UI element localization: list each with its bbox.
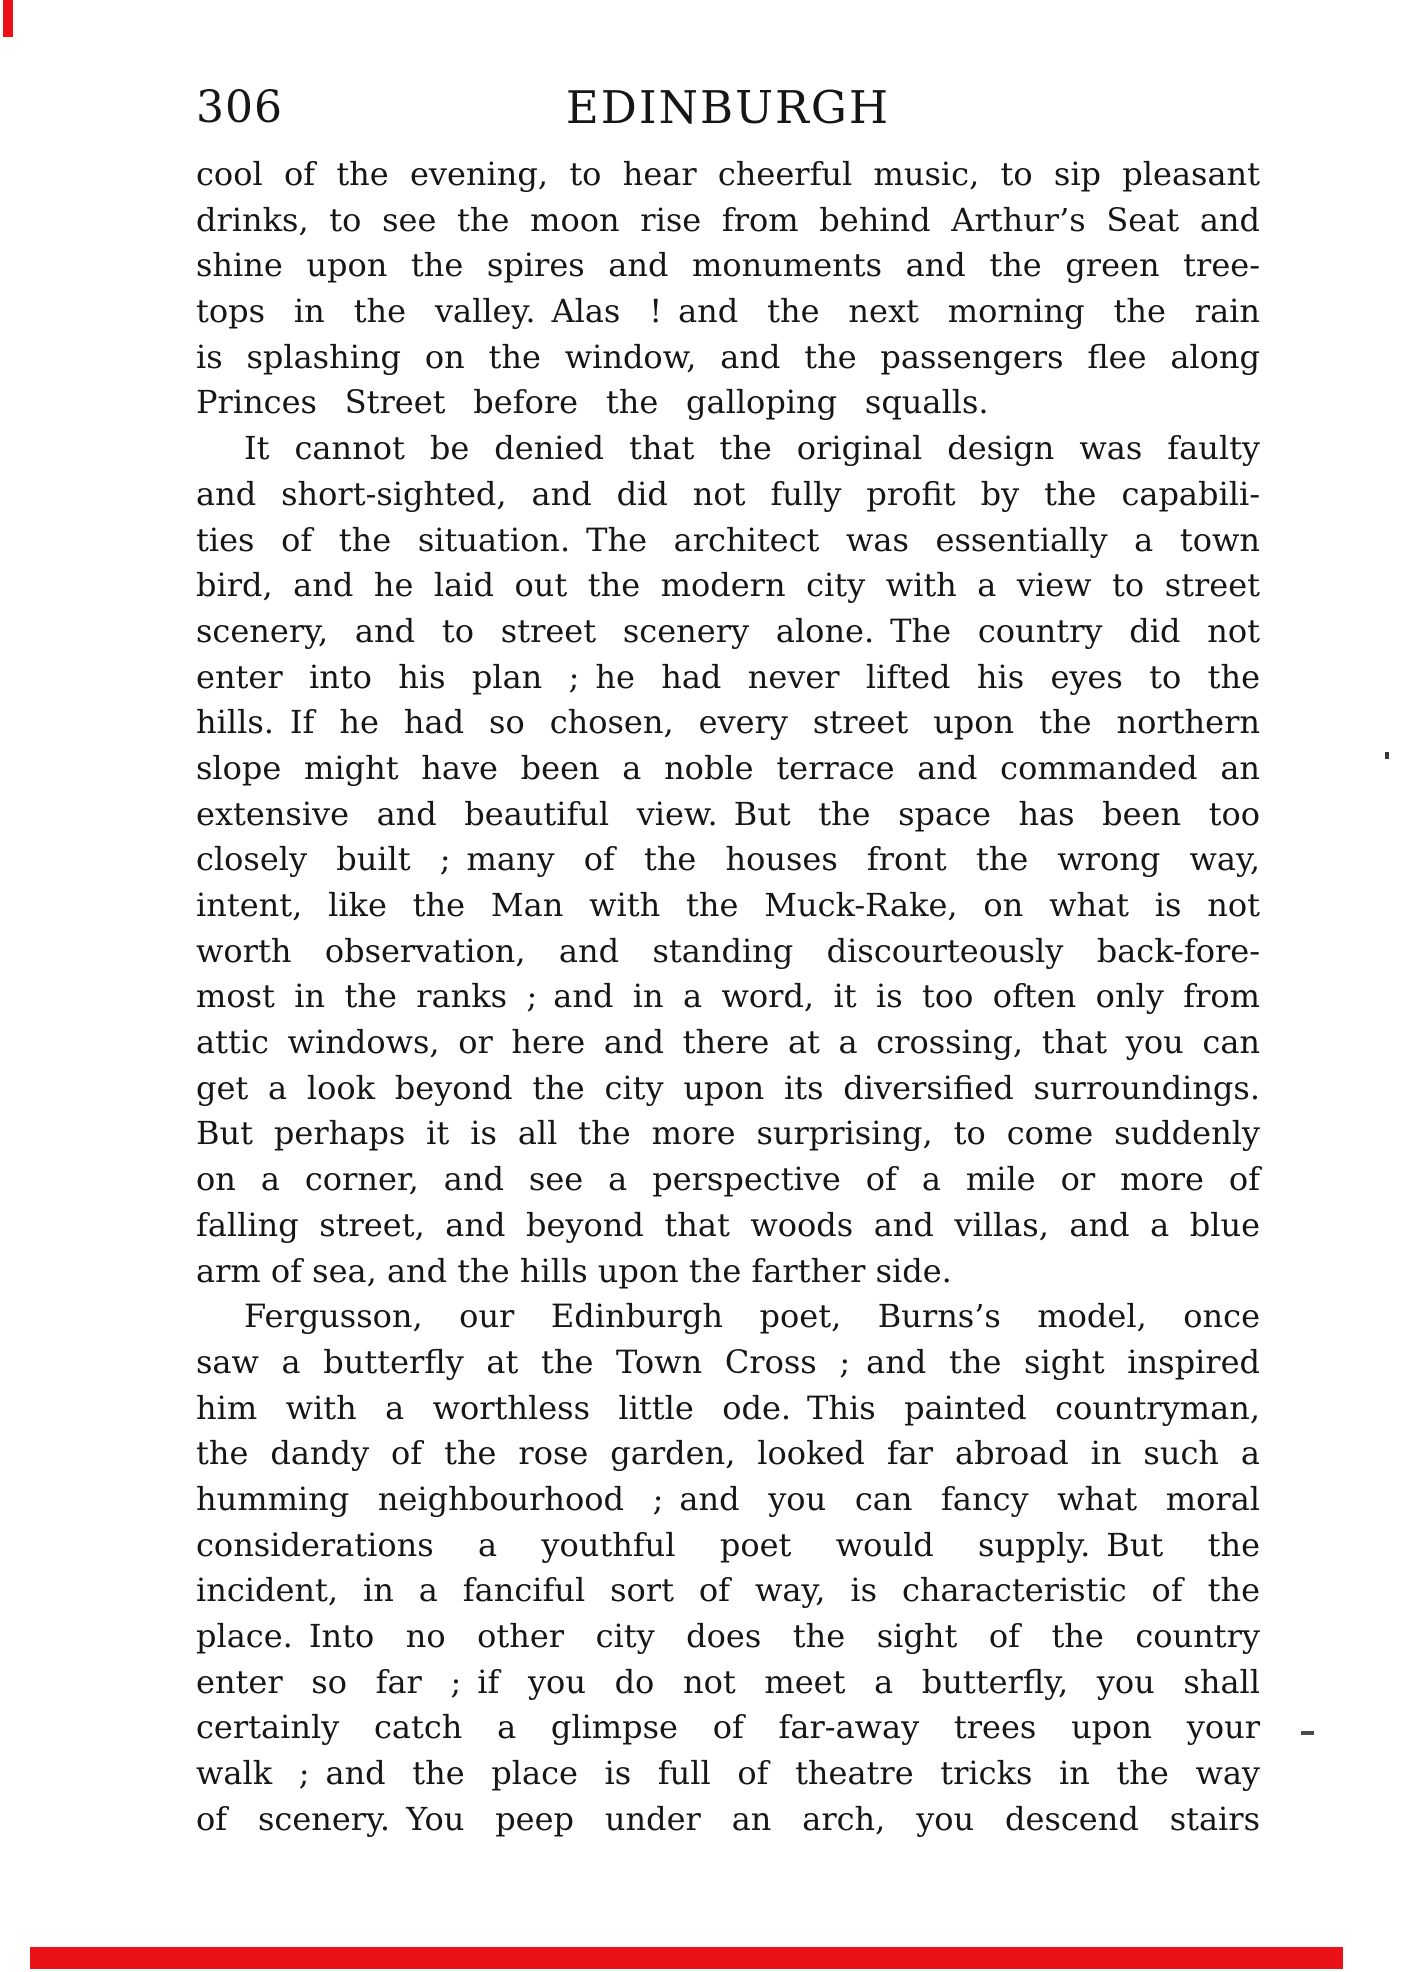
page-header <box>196 81 1260 134</box>
text-line: attic windows, or here and there at a crossing, that you can <box>196 1023 1260 1062</box>
scan-artifact-red-bar <box>30 1947 1343 1969</box>
text-line: most in the ranks ; and in a word, it is too often only from <box>196 977 1260 1016</box>
text-line: of scenery. You peep under an arch, you descend stairs <box>196 1799 1260 1838</box>
text-line: intent, like the Man with the Muck-Rake, on what is not <box>196 886 1260 924</box>
text-line: Princes Street before the galloping squalls. <box>196 383 989 422</box>
text-line: incident, in a fanciful sort of way, is characteristic of the <box>196 1571 1260 1610</box>
text-line: Fergusson, our Edinburgh poet, Burns’s model, once <box>244 1297 1260 1336</box>
body-text <box>196 152 1260 1842</box>
page-number: 306 <box>196 82 283 133</box>
text-line: scenery, and to street scenery alone. The country did not <box>196 611 1260 650</box>
text-line: on a corner, and see a perspective of a mile or more of <box>196 1160 1260 1199</box>
text-line: bird, and he laid out the modern city with a view to street <box>196 566 1260 605</box>
text-line: place. Into no other city does the sight of the country <box>196 1617 1260 1655</box>
text-line: arm of sea, and the hills upon the farther side. <box>196 1251 952 1290</box>
text-line: walk ; and the place is full of theatre tricks in the way <box>196 1754 1260 1793</box>
text-line: certainly catch a glimpse of far-away trees upon your <box>196 1708 1260 1747</box>
scan-artifact-red-tick <box>3 0 13 37</box>
text-line: and short-sighted, and did not fully profit by the capabili- <box>196 474 1260 513</box>
text-line: closely built ; many of the houses front the wrong way, <box>196 840 1260 879</box>
scan-speck <box>1301 1731 1314 1735</box>
text-line: It cannot be denied that the original design was faulty <box>244 429 1260 468</box>
scan-speck <box>1385 752 1389 759</box>
text-line: worth observation, and standing discourteously back-fore- <box>196 931 1260 970</box>
text-line: humming neighbourhood ; and you can fancy what moral <box>196 1479 1260 1518</box>
text-line: enter into his plan ; he had never lifted his eyes to the <box>196 657 1260 696</box>
text-line: the dandy of the rose garden, looked far abroad in such a <box>196 1434 1260 1473</box>
page-title: EDINBURGH <box>565 81 891 134</box>
text-line: tops in the valley. Alas ! and the next morning the rain <box>196 292 1260 331</box>
text-line: But perhaps it is all the more surprising, to come suddenly <box>196 1114 1260 1153</box>
text-line: enter so far ; if you do not meet a butterfly, you shall <box>196 1662 1260 1701</box>
text-line: considerations a youthful poet would supply. But the <box>196 1525 1260 1564</box>
text-line: him with a worthless little ode. This painted countryman, <box>196 1388 1260 1427</box>
text-line: get a look beyond the city upon its diversified surroundings. <box>196 1068 1260 1107</box>
text-line: slope might have been a noble terrace and commanded an <box>196 748 1260 787</box>
text-line: is splashing on the window, and the passengers flee along <box>196 337 1260 376</box>
text-line: ties of the situation. The architect was essentially a town <box>196 520 1260 559</box>
text-line: hills. If he had so chosen, every street upon the northern <box>196 703 1260 742</box>
text-line: shine upon the spires and monuments and the green tree- <box>196 246 1260 285</box>
text-line: falling street, and beyond that woods and villas, and a blue <box>196 1205 1260 1244</box>
text-line: extensive and beautiful view. But the space has been too <box>196 794 1260 833</box>
text-line: saw a butterfly at the Town Cross ; and the sight inspired <box>196 1342 1260 1381</box>
text-line: drinks, to see the moon rise from behind Arthur’s Seat and <box>196 200 1260 239</box>
text-line: cool of the evening, to hear cheerful music, to sip pleasant <box>196 155 1260 193</box>
